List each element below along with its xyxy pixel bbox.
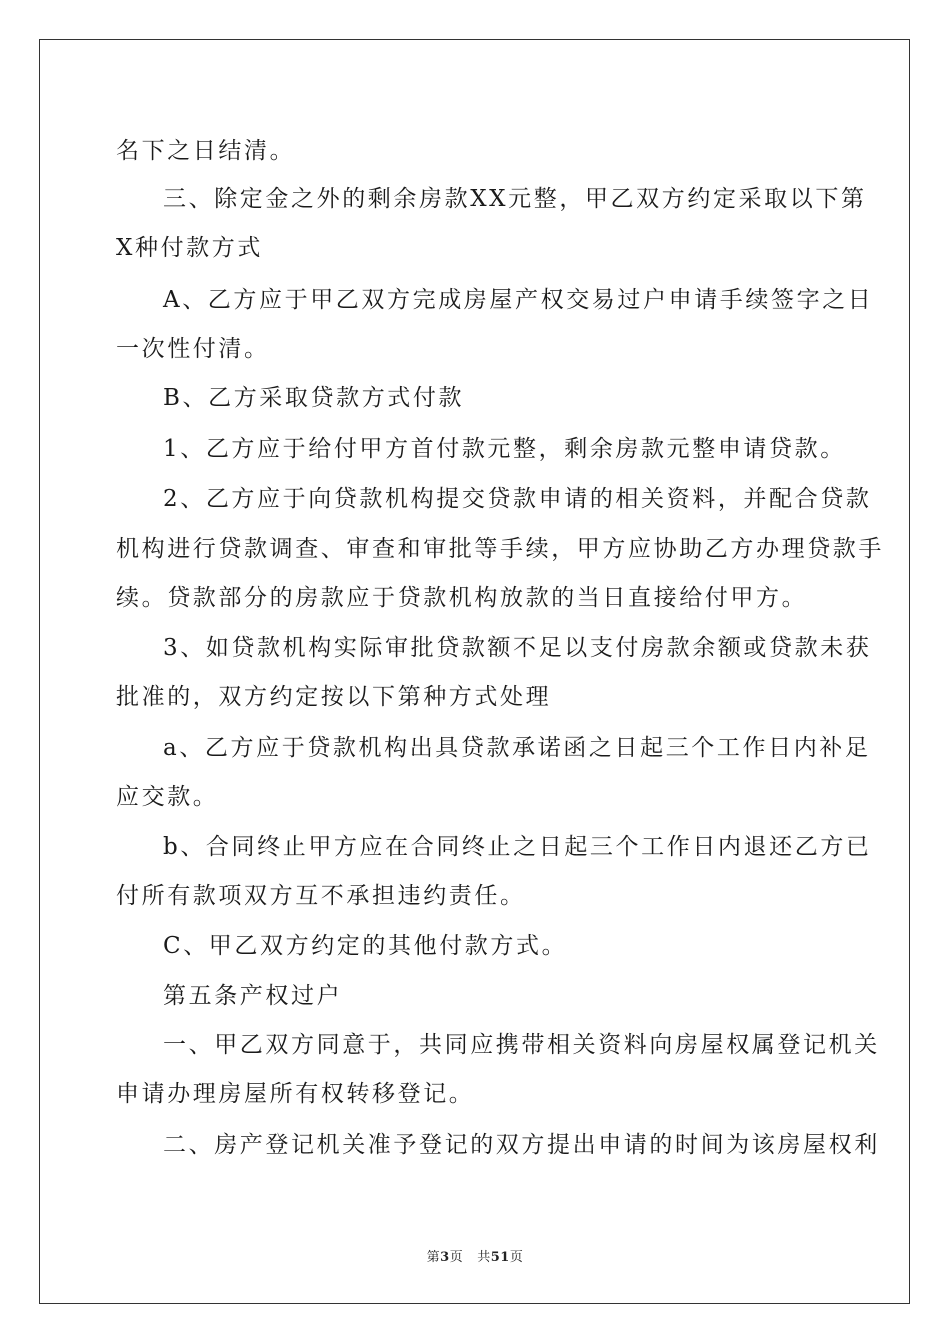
paragraph-line: 一、甲乙双方同意于，共同应携带相关资料向房屋权属登记机关 (163, 1032, 880, 1058)
paragraph-line: 1、乙方应于给付甲方首付款元整，剩余房款元整申请贷款。 (163, 436, 846, 462)
paragraph-line: 名下之日结清。 (116, 138, 296, 164)
paragraph-line: 2、乙方应于向贷款机构提交贷款申请的相关资料，并配合贷款 (163, 486, 872, 512)
total-pages: 51 (490, 1250, 510, 1265)
paragraph-line: 三、除定金之外的剩余房款XX元整，甲乙双方约定采取以下第 (163, 186, 867, 212)
paragraph-line: B、乙方采取贷款方式付款 (163, 385, 465, 411)
paragraph-line: 批准的，双方约定按以下第种方式处理 (116, 684, 552, 710)
total-suffix: 页 (509, 1250, 524, 1265)
paragraph-line: 付所有款项双方互不承担违约责任。 (116, 883, 526, 909)
page-number: 3 (440, 1250, 450, 1265)
paragraph-line: 申请办理房屋所有权转移登记。 (116, 1081, 475, 1107)
paragraph-line: X种付款方式 (116, 235, 263, 261)
paragraph-line: 续。贷款部分的房款应于贷款机构放款的当日直接给付甲方。 (116, 585, 808, 611)
page-prefix: 第 (426, 1250, 441, 1265)
paragraph-line: a、乙方应于贷款机构出具贷款承诺函之日起三个工作日内补足 (163, 735, 871, 761)
paragraph-line: 二、房产登记机关准予登记的双方提出申请的时间为该房屋权利 (163, 1132, 880, 1158)
page-footer (0, 1246, 950, 1265)
section-heading: 第五条产权过户 (163, 983, 343, 1009)
paragraph-line: 一次性付清。 (116, 336, 270, 362)
page-border (39, 39, 910, 1304)
paragraph-line: 应交款。 (116, 784, 219, 810)
paragraph-line: 机构进行贷款调查、审查和审批等手续，甲方应协助乙方办理贷款手 (116, 536, 884, 562)
paragraph-line: b、合同终止甲方应在合同终止之日起三个工作日内退还乙方已 (163, 834, 872, 860)
paragraph-line: A、乙方应于甲乙双方完成房屋产权交易过户申请手续签字之日 (163, 287, 874, 313)
paragraph-line: 3、如贷款机构实际审批贷款额不足以支付房款余额或贷款未获 (163, 635, 872, 661)
paragraph-line: C、甲乙双方约定的其他付款方式。 (163, 933, 568, 959)
total-prefix: 共 (477, 1250, 491, 1265)
page-suffix: 页 (449, 1250, 464, 1265)
